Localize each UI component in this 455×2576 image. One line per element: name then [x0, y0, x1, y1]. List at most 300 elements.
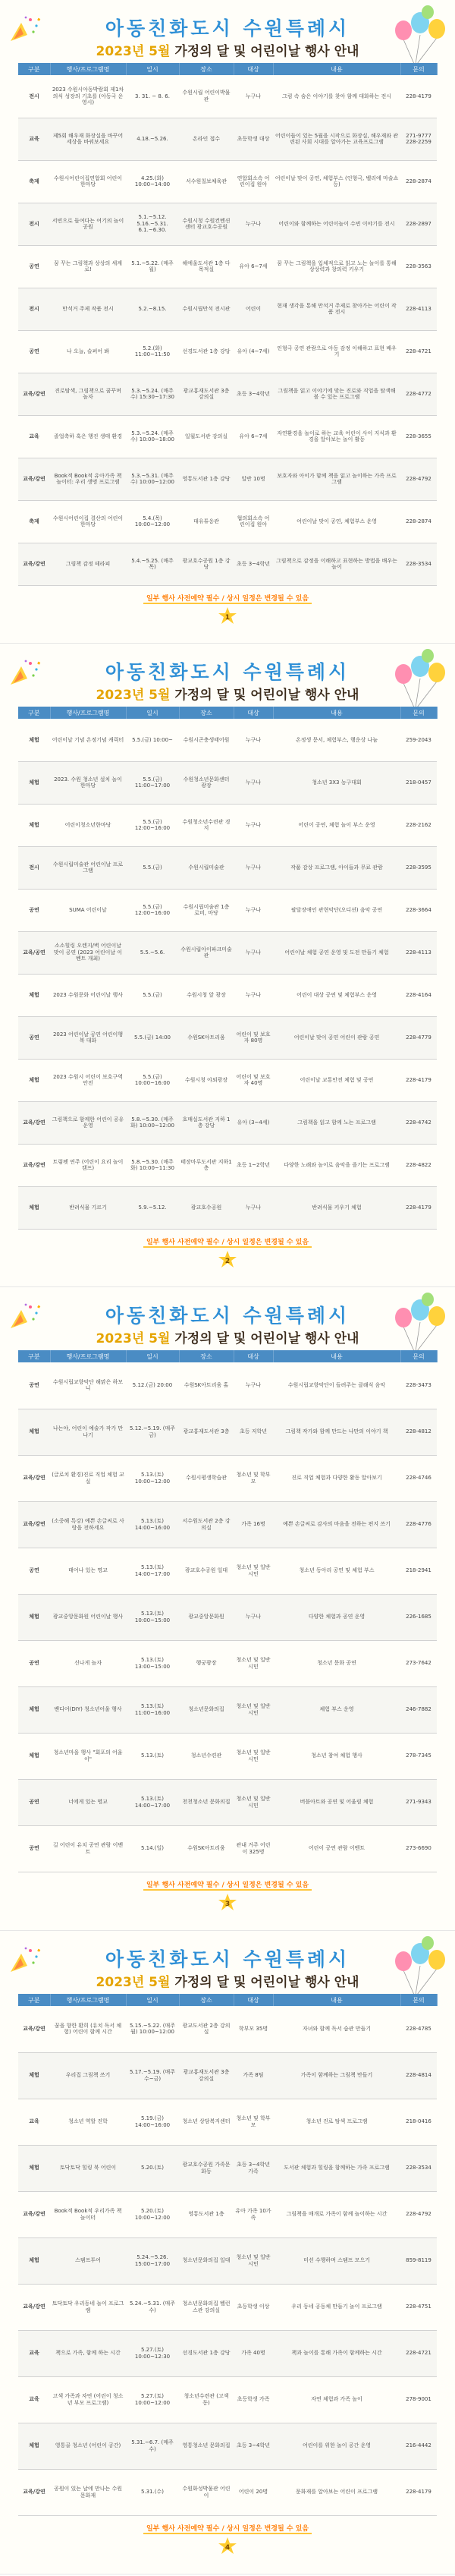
cell-date: 5.31.(수): [126, 2469, 179, 2515]
cell-place: 청소년문화의집: [179, 1686, 234, 1733]
cell-date: 5.13.(토) 11:00~16:00: [126, 1686, 179, 1733]
cell-program: 책으로 가족, 함께 하는 시간: [50, 2330, 126, 2376]
table-row: [18, 1640, 437, 1686]
cell-category: 전시: [18, 846, 50, 889]
cell-category: 교육/강연: [18, 2284, 50, 2330]
cell-date: 5.3.~5.24. (매주 수) 10:00~18:00: [126, 415, 179, 458]
cell-target: 초등 3~4학년: [234, 2423, 273, 2469]
cell-content: 인형극 공연 관람으로 아동 감정 이해하고 표현 배우기: [273, 330, 400, 373]
table-row: [18, 1016, 437, 1059]
balloons-icon: [381, 648, 449, 709]
cell-content: 진로 직업 체험과 다양한 활동 알아보기: [273, 1455, 400, 1501]
cell-phone: 278-7345: [400, 1733, 437, 1779]
cell-category: 축제: [18, 500, 50, 543]
cell-place: 천천청소년 문화의집: [179, 1779, 234, 1825]
cell-place: 호매실도서관 지하 1층 강당: [179, 1101, 234, 1144]
table-row: [18, 2237, 437, 2284]
cell-date: 5.4.(목) 10:00~12:00: [126, 500, 179, 543]
cell-content: 체험 부스 운영: [273, 1686, 400, 1733]
cell-target: 누구나: [234, 1362, 273, 1409]
cell-target: 누구나: [234, 1186, 273, 1229]
cell-program: 2023 수원시 어린이 보호구역 안전: [50, 1059, 126, 1101]
cell-date: 5.24.~5.26. 15:00~17:00: [126, 2237, 179, 2284]
cell-target: 누구나: [234, 75, 273, 118]
cell-phone: 228-4742: [400, 1101, 437, 1144]
cell-target: 관내 거주 어린이 325명: [234, 1825, 273, 1872]
cell-phone: 228-4792: [400, 2191, 437, 2237]
cell-content: 그림책 작가와 함께 만드는 나만의 이야기 책: [273, 1409, 400, 1455]
column-header: 구분: [18, 1350, 50, 1362]
table-row: [18, 1144, 437, 1186]
cell-phone: 228-3655: [400, 415, 437, 458]
column-header: 일시: [126, 707, 179, 719]
column-header: 일시: [126, 1994, 179, 2006]
cell-program: 청소년마을 행사 "회포의 어울이": [50, 1733, 126, 1779]
cell-target: 어린이 및 보호자 40명: [234, 1059, 273, 1101]
cell-category: 공연: [18, 889, 50, 931]
footer-note: 일부 행사 사전예약 필수 / 상시 일정은 변경될 수 있음: [0, 2523, 455, 2534]
cell-phone: 228-4751: [400, 2284, 437, 2330]
cell-date: 5.13.(토) 10:00~12:00: [126, 1455, 179, 1501]
cell-category: 체험: [18, 804, 50, 846]
subtitle-year: 2023년 5월: [96, 1975, 171, 1990]
page-number-badge: [217, 1250, 238, 1268]
cell-target: 누구나: [234, 974, 273, 1016]
cell-target: 초등 3~4학년: [234, 543, 273, 585]
subtitle-year: 2023년 5월: [96, 1331, 171, 1346]
cell-category: 교육: [18, 415, 50, 458]
cell-target: 청소년 및 일반시민: [234, 1640, 273, 1686]
cell-content: 온정생 문서, 체험부스, 행운상 나눔: [273, 719, 400, 761]
column-header: 장소: [179, 707, 234, 719]
cell-place: 수원시립아이파크미술관: [179, 931, 234, 974]
cell-target: 협의회소속 어린이집 원아: [234, 500, 273, 543]
cell-category: 체험: [18, 1594, 50, 1640]
cell-category: 교육/강연: [18, 458, 50, 500]
cell-place: 광교호수공원: [179, 1186, 234, 1229]
cell-phone: 246-7882: [400, 1686, 437, 1733]
cell-target: 누구나: [234, 719, 273, 761]
cell-place: 광교홍재도서관 3층 강의실: [179, 2052, 234, 2099]
table-row: [18, 1362, 437, 1409]
cell-date: 5.3.~5.24. (매주 수) 15:30~17:30: [126, 373, 179, 415]
table-row: [18, 1733, 437, 1779]
cell-target: 누구나: [234, 804, 273, 846]
cell-place: 선경도서관 1층 강당: [179, 330, 234, 373]
cell-place: 선경도서관 1층 강당: [179, 2330, 234, 2376]
table-row: [18, 889, 437, 931]
schedule-table: [18, 1994, 438, 2516]
cell-content: 어린이날 맞이 공연 어린이 관람 공연: [273, 1016, 400, 1059]
cell-target: 초등 저학년: [234, 1409, 273, 1455]
cell-place: 수원SK아트리움 홀: [179, 1362, 234, 1409]
subtitle-year: 2023년 5월: [96, 44, 171, 59]
table-row: [18, 1186, 437, 1229]
cell-program: 그림책 감정 테라피: [50, 543, 126, 585]
subtitle-middle: 가정의 달 및: [170, 44, 251, 59]
cell-place: 수원시평생학습관: [179, 1455, 234, 1501]
table-row: [18, 330, 437, 373]
cell-category: 교육/강연: [18, 1501, 50, 1548]
cell-category: 교육/강연: [18, 1101, 50, 1144]
cell-date: 5.14.(일): [126, 1825, 179, 1872]
cell-place: 광교도서관 2층 강의실: [179, 2006, 234, 2052]
cell-target: 어린이 20명: [234, 2469, 273, 2515]
column-header: 대상: [234, 707, 273, 719]
column-header: 장소: [179, 1994, 234, 2006]
balloons-icon: [381, 1935, 449, 1996]
cell-content: 미션 수행하며 스탬프 모으기: [273, 2237, 400, 2284]
cell-date: 5.5.(금) 12:00~16:00: [126, 804, 179, 846]
cell-date: 5.5.(금): [126, 974, 179, 1016]
cell-phone: 228-4164: [400, 974, 437, 1016]
cell-content: 수원시립교향악단이 들려주는 클래식 음악: [273, 1362, 400, 1409]
cell-content: 도서관 체험과 힐링을 함께하는 가족 프로그램: [273, 2145, 400, 2191]
cell-program: 우리집 그림책 쓰기: [50, 2052, 126, 2099]
cell-phone: 228-4113: [400, 931, 437, 974]
cell-content: 어린이 공연 관람 이벤트: [273, 1825, 400, 1872]
cell-date: 5.13.(토) 13:00~15:00: [126, 1640, 179, 1686]
cell-place: 대유튜응관: [179, 500, 234, 543]
cell-category: 체험: [18, 1733, 50, 1779]
subtitle-end: 어린이날 행사 안내: [250, 1975, 359, 1990]
cell-content: 어린이날 교통안전 체험 및 공연: [273, 1059, 400, 1101]
cell-content: 어린이를 위한 놀이 공간 운영: [273, 2423, 400, 2469]
cell-content: 다양한 노래와 놀이로 음악을 즐기는 프로그램: [273, 1144, 400, 1186]
cell-phone: 228-3473: [400, 1362, 437, 1409]
cell-date: 5.4.~5.25. (매주 목): [126, 543, 179, 585]
cell-target: 청소년 및 일반시민: [234, 1686, 273, 1733]
cell-content: 어린이 대상 공연 및 체험부스 운영: [273, 974, 400, 1016]
cell-place: 태장마루도서관 지하1층: [179, 1144, 234, 1186]
cell-program: 졸업축하 혹은 행진 생태 환경: [50, 415, 126, 458]
column-header: 행사/프로그램명: [50, 63, 126, 75]
column-header: 대상: [234, 1994, 273, 2006]
cell-date: 5.3.~5.31. (매주 수) 10:00~12:00: [126, 458, 179, 500]
cell-phone: 228-4179: [400, 1186, 437, 1229]
subtitle-end: 어린이날 행사 안내: [250, 44, 359, 59]
cell-content: 청소년 진로 탐색 프로그램: [273, 2099, 400, 2145]
cell-target: 누구나: [234, 931, 273, 974]
cell-program: 태어나 있는 명교: [50, 1548, 126, 1594]
page-2: [0, 644, 455, 1287]
cell-program: 2023 수원문화 어린이날 행사: [50, 974, 126, 1016]
table-row: [18, 1548, 437, 1594]
cell-phone: 271-9343: [400, 1779, 437, 1825]
cell-program: 나는야, 어린이 예술가 작가 만나기: [50, 1409, 126, 1455]
cell-date: 5.2.(화) 11:00~11:50: [126, 330, 179, 373]
cell-program: SUMA 어린이날: [50, 889, 126, 931]
cell-date: 5.1.~5.22. (매주 월): [126, 245, 179, 288]
cell-target: 가족 8팀: [234, 2052, 273, 2099]
page-number-badge: [217, 606, 238, 625]
table-row: [18, 1409, 437, 1455]
cell-category: 체험: [18, 719, 50, 761]
cell-content: 청소년 동아리 공연 및 체험 부스: [273, 1548, 400, 1594]
page-number: 4: [224, 2544, 231, 2552]
cell-target: 초등 3~4학년: [234, 373, 273, 415]
table-row: [18, 2145, 437, 2191]
cell-phone: 271-9777 228-2259: [400, 118, 437, 160]
cell-phone: 859-8119: [400, 2237, 437, 2284]
table-row: [18, 761, 437, 804]
cell-program: 진로탐색, 그림책으로 꿈꾸며 놀자: [50, 373, 126, 415]
cell-date: 4.18.~5.26.: [126, 118, 179, 160]
cell-date: 5.1.~5.12. 5.16.~5.31. 6.1.~6.30.: [126, 203, 179, 245]
subtitle-middle: 가정의 달 및: [170, 1975, 251, 1990]
subtitle-year: 2023년 5월: [96, 688, 171, 703]
cell-content: 어린이날 맞이 공연, 체험부스 운영: [273, 500, 400, 543]
column-header: 문의: [400, 707, 437, 719]
cell-target: 청소년 및 학부모: [234, 1455, 273, 1501]
cell-phone: 228-4785: [400, 2006, 437, 2052]
cell-content: 어린이와 함께하는 어린이놀이 수빈 이야기를 전시: [273, 203, 400, 245]
subtitle-middle: 가정의 달 및: [170, 1331, 251, 1346]
cell-phone: 228-3534: [400, 2145, 437, 2191]
column-header: 구분: [18, 1994, 50, 2006]
cell-place: 광교홍재도서관 3층: [179, 1409, 234, 1455]
cell-date: 5.12.(금) 20:00: [126, 1362, 179, 1409]
table-row: [18, 458, 437, 500]
cell-date: 5.20.(토): [126, 2145, 179, 2191]
cell-place: 해에울도서관 1층 다목적실: [179, 245, 234, 288]
cell-category: 전시: [18, 203, 50, 245]
cell-content: 그림책을 읽고 이야기에 맞는 진로와 직업을 탐색해 볼 수 있는 프로그램: [273, 373, 400, 415]
column-header: 구분: [18, 63, 50, 75]
cell-place: 수원시청 야외광장: [179, 1059, 234, 1101]
cell-date: 5.8.~5.30. (매주 화) 10:00~12:00: [126, 1101, 179, 1144]
cell-phone: 228-4772: [400, 373, 437, 415]
cell-date: 5.8.~5.30. (매주 화) 10:00~11:30: [126, 1144, 179, 1186]
table-row: [18, 2423, 437, 2469]
cell-target: 청소년 및 일반시민: [234, 1548, 273, 1594]
cell-program: 그림책으로 함께한 어린이 공유 운영: [50, 1101, 126, 1144]
cell-category: 체험: [18, 2145, 50, 2191]
cell-place: 청소년 상담복지센터: [179, 2099, 234, 2145]
cell-program: 광교중앙문화원 어린이날 행사: [50, 1594, 126, 1640]
cell-place: 광교중앙문화원: [179, 1594, 234, 1640]
cell-phone: 228-4746: [400, 1455, 437, 1501]
cell-target: 누구나: [234, 889, 273, 931]
table-row: [18, 2330, 437, 2376]
cell-phone: 228-2874: [400, 160, 437, 203]
cell-phone: 228-4113: [400, 288, 437, 330]
cell-content: 보호자와 아이가 함께 책을 읽고 놀이하는 가족 프로그램: [273, 458, 400, 500]
cell-place: 영통도서관 1층: [179, 2191, 234, 2237]
cell-program: 길 어린이 유치 공연 관람 이벤트: [50, 1825, 126, 1872]
cell-program: 꿈 꾸는 그림책과 상상의 세계로!: [50, 245, 126, 288]
cell-date: 5.24.~5.31. (매주 수): [126, 2284, 179, 2330]
cell-date: 5.2.~8.15.: [126, 288, 179, 330]
balloons-icon: [381, 1292, 449, 1353]
cell-phone: 228-3595: [400, 846, 437, 889]
table-row: [18, 1825, 437, 1872]
cell-content: 팔달장애인 관현악단(오디션) 음악 공연: [273, 889, 400, 931]
cell-content: 버블아트와 공연 및 어울림 체험: [273, 1779, 400, 1825]
cell-program: 신나게 놀자: [50, 1640, 126, 1686]
cell-target: 누구나: [234, 846, 273, 889]
cell-content: 자연 체험과 가족 놀이: [273, 2376, 400, 2423]
table-row: [18, 543, 437, 585]
cell-date: 5.19.(금) 14:00~16:00: [126, 2099, 179, 2145]
cell-category: 공연: [18, 1779, 50, 1825]
cell-category: 체험: [18, 2052, 50, 2099]
cell-content: 그림책을 매개로 가족이 함께 놀이하는 시간: [273, 2191, 400, 2237]
cell-content: 어린이 공연, 체험 놀이 부스 운영: [273, 804, 400, 846]
cell-phone: 228-3664: [400, 889, 437, 931]
cell-program: 공원이 있는 날에 만나는 수원 문화재: [50, 2469, 126, 2515]
cell-phone: 228-4179: [400, 75, 437, 118]
cell-program: 너에게 있는 명교: [50, 1779, 126, 1825]
cell-category: 체험: [18, 1409, 50, 1455]
cell-program: 제5회 해우재 화장실을 바꾸어 세상을 바꿔보세요: [50, 118, 126, 160]
cell-category: 교육/강연: [18, 373, 50, 415]
cell-category: 교육: [18, 2376, 50, 2423]
table-row: [18, 2006, 437, 2052]
column-header: 구분: [18, 707, 50, 719]
cell-place: 청소년문화의집 일대: [179, 2237, 234, 2284]
cell-phone: 228-4792: [400, 458, 437, 500]
cell-category: 체험: [18, 1686, 50, 1733]
column-header: 장소: [179, 63, 234, 75]
cell-date: 5.13.(토) 14:00~17:00: [126, 1548, 179, 1594]
page-4: [0, 1931, 455, 2574]
cell-place: 수원시청 수원컨벤션센터 광교호수공원: [179, 203, 234, 245]
cell-content: 그림 속 숨은 이야기를 찾아 함께 대화하는 전시: [273, 75, 400, 118]
cell-phone: 218-0457: [400, 761, 437, 804]
page-title: 아동친화도시 수원특례시: [105, 17, 350, 39]
cell-target: 청소년 및 일반시민: [234, 1733, 273, 1779]
cell-category: 교육/강연: [18, 1455, 50, 1501]
cell-target: 초등학생 대상: [234, 118, 273, 160]
cell-place: 수원시립미술관: [179, 846, 234, 889]
cell-place: 수원청소년문화센터 광장: [179, 761, 234, 804]
cell-place: 광교호수공원 일대: [179, 1548, 234, 1594]
column-header: 일시: [126, 63, 179, 75]
cell-phone: 228-4779: [400, 1016, 437, 1059]
cell-place: 광교호수공원 가족문화동: [179, 2145, 234, 2191]
cell-program: 2023 어린이날 공연 어린이행복 대화: [50, 1016, 126, 1059]
cell-target: 어린이 및 보호자 80명: [234, 1016, 273, 1059]
cell-category: 교육/강연: [18, 2469, 50, 2515]
cell-content: 그림책을 읽고 함께 노는 프로그램: [273, 1101, 400, 1144]
table-row: [18, 118, 437, 160]
cell-content: 어린이날 맞이 공연, 체험부스 (인형극, 벨리에 마술쇼 등): [273, 160, 400, 203]
cell-date: 5.13.(토) 14:00~17:00: [126, 1779, 179, 1825]
cell-target: 초등 1~2학년: [234, 1144, 273, 1186]
table-row: [18, 1686, 437, 1733]
table-row: [18, 719, 437, 761]
cell-phone: 226-1685: [400, 1594, 437, 1640]
cell-content: 다양한 체험과 공연 운영: [273, 1594, 400, 1640]
cell-place: 영통도서관 1층 강당: [179, 458, 234, 500]
cell-date: 5.13.(토) 14:00~16:00: [126, 1501, 179, 1548]
cell-date: 5.5.(금) 12:00~16:00: [126, 889, 179, 931]
table-row: [18, 2099, 437, 2145]
cell-place: 행궁광장: [179, 1640, 234, 1686]
column-header: 행사/프로그램명: [50, 1994, 126, 2006]
cell-target: 가족 16명: [234, 1501, 273, 1548]
cell-date: 5.17.~5.19. (매주 수~금): [126, 2052, 179, 2099]
cell-category: 교육/공연: [18, 931, 50, 974]
cell-place: 수원시립 어린이박물관: [179, 75, 234, 118]
cell-content: 예쁜 손글씨로 감사의 마음을 전하는 편지 쓰기: [273, 1501, 400, 1548]
cell-program: 만석거 주제 작품 전시: [50, 288, 126, 330]
footer-note: 일부 행사 사전예약 필수 / 상시 일정은 변경될 수 있음: [0, 1879, 455, 1891]
cell-content: 그림책으로 감정을 이해하고 표현하는 방법을 배우는 놀이: [273, 543, 400, 585]
cell-date: 4.25.(화) 10:00~14:00: [126, 160, 179, 203]
cell-category: 교육: [18, 2099, 50, 2145]
table-row: [18, 2376, 437, 2423]
page-number: 3: [224, 1901, 231, 1908]
subtitle-middle: 가정의 달 및: [170, 688, 251, 703]
cell-place: 청소년문화의집 벨런스관 강의실: [179, 2284, 234, 2330]
cell-phone: 228-2162: [400, 804, 437, 846]
cell-program: 2023. 수원 청소년 설치 놀이한마당: [50, 761, 126, 804]
cell-phone: 259-2043: [400, 719, 437, 761]
cell-program: 반려식물 기르기: [50, 1186, 126, 1229]
cell-program: 2023 수원시아동박람회 제1차 의식 성장의 기초를 (아동국 운영시): [50, 75, 126, 118]
cell-date: 3. 31. ~ 8. 6.: [126, 75, 179, 118]
cell-date: 5.12.~5.19. (매주 금): [126, 1409, 179, 1455]
footer-note: 일부 행사 사전예약 필수 / 상시 일정은 변경될 수 있음: [0, 1236, 455, 1248]
cell-phone: 228-4814: [400, 2052, 437, 2099]
cell-date: 5.5.(금) 10:00~: [126, 719, 179, 761]
cell-place: 수원시청 앞 광장: [179, 974, 234, 1016]
cell-content: 청소년 문화 공연: [273, 1640, 400, 1686]
cell-category: 체험: [18, 2237, 50, 2284]
cell-phone: 273-7642: [400, 1640, 437, 1686]
cell-content: 가족이 함께하는 그림책 만들기: [273, 2052, 400, 2099]
cell-category: 공연: [18, 1825, 50, 1872]
cell-category: 교육/강연: [18, 2191, 50, 2237]
cell-phone: 228-2897: [400, 203, 437, 245]
cell-target: 유아 (3~4세): [234, 1101, 273, 1144]
table-row: [18, 1059, 437, 1101]
cell-target: 청소년 및 일반시민: [234, 2237, 273, 2284]
cell-place: 온라인 접수: [179, 118, 234, 160]
cell-target: 연합회소속 어린이집 원아: [234, 160, 273, 203]
cell-target: 유아 6~7세: [234, 245, 273, 288]
cell-category: 공연: [18, 1362, 50, 1409]
page-3: [0, 1287, 455, 1931]
cell-category: 공연: [18, 245, 50, 288]
cell-program: (소중해 특강) 예쁜 손글씨로 사랑을 전하세요: [50, 1501, 126, 1548]
cell-target: 유아 가족 10가족: [234, 2191, 273, 2237]
cell-category: 전시: [18, 288, 50, 330]
column-header: 대상: [234, 63, 273, 75]
cell-phone: 218-0416: [400, 2099, 437, 2145]
cell-category: 교육: [18, 2330, 50, 2376]
cell-category: 축제: [18, 160, 50, 203]
cell-target: 청소년 및 일반시민: [234, 1779, 273, 1825]
cell-date: 5.5.(금) 10:00~16:00: [126, 1059, 179, 1101]
table-row: [18, 160, 437, 203]
cell-program: 수원시립미술관 어린이날 프로그램: [50, 846, 126, 889]
cell-place: 일월도서관 강의실: [179, 415, 234, 458]
cell-place: 광교호수공원 1층 강당: [179, 543, 234, 585]
cell-target: 학부모 35명: [234, 2006, 273, 2052]
cell-place: 청소년수련관: [179, 1733, 234, 1779]
cell-category: 전시: [18, 75, 50, 118]
cell-program: 어린이날 기념 온정기념 캐릭터: [50, 719, 126, 761]
page-title: 아동친화도시 수원특례시: [105, 1948, 350, 1970]
page-number: 2: [224, 1258, 231, 1265]
cell-place: 수원화성박물관 어린이: [179, 2469, 234, 2515]
cell-date: 5.31.~6.7. (매주 수): [126, 2423, 179, 2469]
balloons-icon: [381, 5, 449, 65]
schedule-table: [18, 63, 438, 586]
